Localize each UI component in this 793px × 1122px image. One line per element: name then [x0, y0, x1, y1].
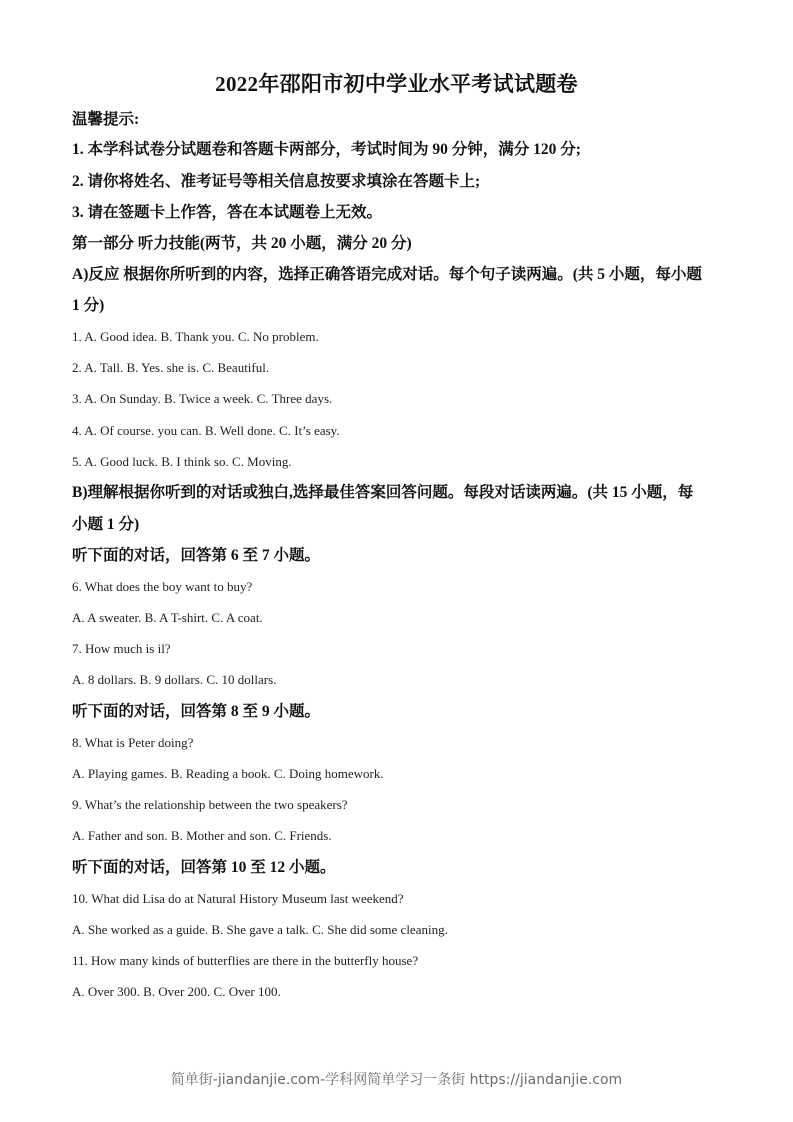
section-a-heading-cont: 1 分) [72, 297, 105, 314]
question-options: A. Playing games. B. Reading a book. C. Doing homework. [72, 766, 384, 781]
tip-item: 1. 本学科试卷分试题卷和答题卡两部分，考试时间为 90 分钟，满分 120 分; [72, 141, 581, 158]
question-item: 2. A. Tall. B. Yes. she is. C. Beautiful. [72, 360, 270, 375]
tips-heading: 温馨提示: [72, 111, 140, 128]
section-a-heading: A)反应 根据你所听到的内容，选择正确答语完成对话。每个句子读两遍。(共 5 小题，每小题 [72, 266, 702, 283]
question-text: 8. What is Peter doing? [72, 735, 194, 750]
question-text: 10. What did Lisa do at Natural History Museum last weekend? [72, 891, 404, 906]
question-options: A. 8 dollars. B. 9 dollars. C. 10 dollars. [72, 672, 277, 687]
question-text: 11. How many kinds of butterflies are there in the butterfly house? [72, 953, 419, 968]
tip-item: 2. 请你将姓名、准考证号等相关信息按要求填涂在答题卡上; [72, 173, 481, 190]
section-b-heading: B)理解根据你听到的对话或独白,选择最佳答案回答问题。每段对话读两遍。(共 15 小题，每 [72, 484, 694, 501]
question-item: 1. A. Good idea. B. Thank you. C. No problem. [72, 329, 319, 344]
question-options: A. Over 300. B. Over 200. C. Over 100. [72, 984, 281, 999]
tip-item: 3. 请在签题卡上作答，答在本试题卷上无效。 [72, 204, 383, 221]
question-options: A. Father and son. B. Mother and son. C. Friends. [72, 828, 332, 843]
question-text: 7. How much is il? [72, 641, 171, 656]
section-b-heading-cont: 小题 1 分) [72, 516, 140, 533]
question-item: 5. A. Good luck. B. I think so. C. Moving. [72, 454, 292, 469]
question-text: 6. What does the boy want to buy? [72, 579, 253, 594]
question-item: 4. A. Of course. you can. B. Well done. C. It’s easy. [72, 423, 340, 438]
dialogue-group-heading: 听下面的对话，回答第 6 至 7 小题。 [72, 547, 321, 564]
page-title: 2022年邵阳市初中学业水平考试试题卷 [215, 72, 578, 96]
question-options: A. She worked as a guide. B. She gave a talk. C. She did some cleaning. [72, 922, 448, 937]
dialogue-group-heading: 听下面的对话，回答第 8 至 9 小题。 [72, 703, 321, 720]
question-options: A. A sweater. B. A T-shirt. C. A coat. [72, 610, 263, 625]
dialogue-group-heading: 听下面的对话，回答第 10 至 12 小题。 [72, 859, 336, 876]
question-text: 9. What’s the relationship between the two speakers? [72, 797, 348, 812]
watermark-footer: 简单街-jiandanjie.com-学科网简单学习一条街 https://jiandanjie.com [170, 1072, 623, 1088]
part1-heading: 第一部分 听力技能(两节，共 20 小题，满分 20 分) [72, 235, 412, 252]
question-item: 3. A. On Sunday. B. Twice a week. C. Three days. [72, 391, 333, 406]
